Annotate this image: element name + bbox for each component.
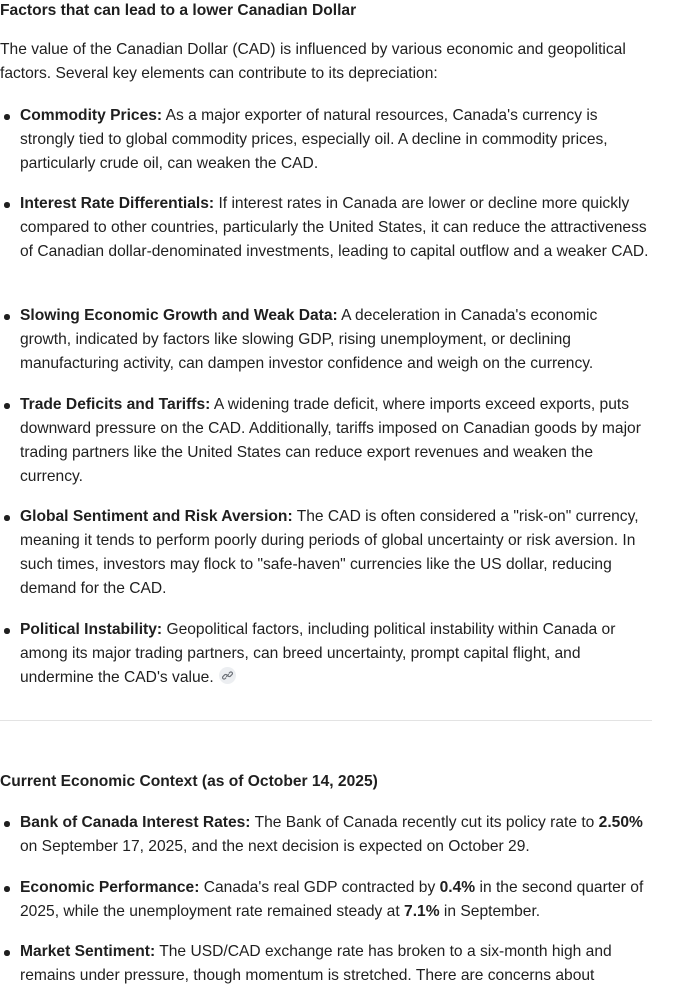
- item-text: Geopolitical factors, including political instability within Canada or among its major trading partners, can breed uncertainty, prompt capital flight, and undermine the CAD's value.: [20, 621, 616, 686]
- list-item-economic-performance: [0, 876, 652, 924]
- list-item-slowing-growth: [0, 304, 652, 376]
- list-item-commodity-prices: [0, 104, 652, 176]
- unemployment-value: 7.1%: [404, 903, 440, 920]
- item-text: in the second quarter of 2025, while the unemployment rate remained steady at: [20, 879, 644, 920]
- section-divider: [0, 720, 652, 721]
- intro-paragraph: The value of the Canadian Dollar (CAD) is influenced by various economic and geopolitical factors. Several key elements can contribute to its depreciation:: [0, 41, 626, 82]
- item-text: The Bank of Canada recently cut its policy rate to: [250, 814, 599, 831]
- section-title-current-context: Current Economic Context (as of October 14, 2025): [0, 773, 378, 790]
- item-text: A deceleration in Canada's economic growth, indicated by factors like slowing GDP, rising unemployment, or declining manufacturing activity, can dampen investor confidence and weigh on the currency.: [20, 307, 598, 372]
- item-term: Political Instability:: [20, 621, 163, 638]
- link-icon[interactable]: [219, 667, 236, 684]
- item-term: Bank of Canada Interest Rates:: [20, 814, 251, 831]
- item-term: Global Sentiment and Risk Aversion:: [20, 508, 293, 525]
- item-term: Market Sentiment:: [20, 943, 156, 960]
- item-term: Trade Deficits and Tariffs:: [20, 396, 211, 413]
- list-item-interest-rate-differentials: [0, 192, 652, 264]
- rate-value: 2.50%: [598, 814, 643, 831]
- item-text: on September 17, 2025, and the next decision is expected on October 29.: [20, 838, 530, 855]
- list-item-political-instability: [0, 618, 652, 690]
- item-text: in September.: [439, 903, 541, 920]
- item-term: Economic Performance:: [20, 879, 200, 896]
- gdp-value: 0.4%: [439, 879, 476, 896]
- item-term: Slowing Economic Growth and Weak Data:: [20, 307, 338, 324]
- list-item-boc-rates: [0, 811, 652, 859]
- item-text: A widening trade deficit, where imports exceed exports, puts downward pressure on the CAD. Additionally, tariffs imposed on Canadian goods by major trading partners like the United States can reduce export revenues and weaken the currency.: [20, 396, 641, 485]
- item-text: Canada's real GDP contracted by: [199, 879, 440, 896]
- item-term: Commodity Prices:: [20, 107, 163, 124]
- list-item-market-sentiment: [0, 940, 652, 988]
- list-item-global-sentiment: [0, 505, 652, 601]
- section-title-factors: Factors that can lead to a lower Canadian Dollar: [0, 2, 357, 19]
- item-term: Interest Rate Differentials:: [20, 195, 215, 212]
- item-text: The CAD is often considered a "risk-on" currency, meaning it tends to perform poorly during periods of global uncertainty or risk aversion. In such times, investors may flock to "safe-haven" currencies like the US dollar, reducing demand for the CAD.: [20, 508, 639, 597]
- item-text: As a major exporter of natural resources, Canada's currency is strongly tied to global commodity prices, especially oil. A decline in commodity prices, particularly crude oil, can weaken the CAD.: [20, 107, 608, 172]
- item-text: The USD/CAD exchange rate has broken to a six-month high and remains under pressure, though momentum is stretched. There are concerns about: [20, 943, 612, 984]
- item-text: If interest rates in Canada are lower or decline more quickly compared to other countries, particularly the United States, it can reduce the attractiveness of Canadian dollar-denominated investments, leading to capital outflow and a weaker CAD.: [20, 195, 649, 260]
- list-item-trade-deficits: [0, 393, 652, 489]
